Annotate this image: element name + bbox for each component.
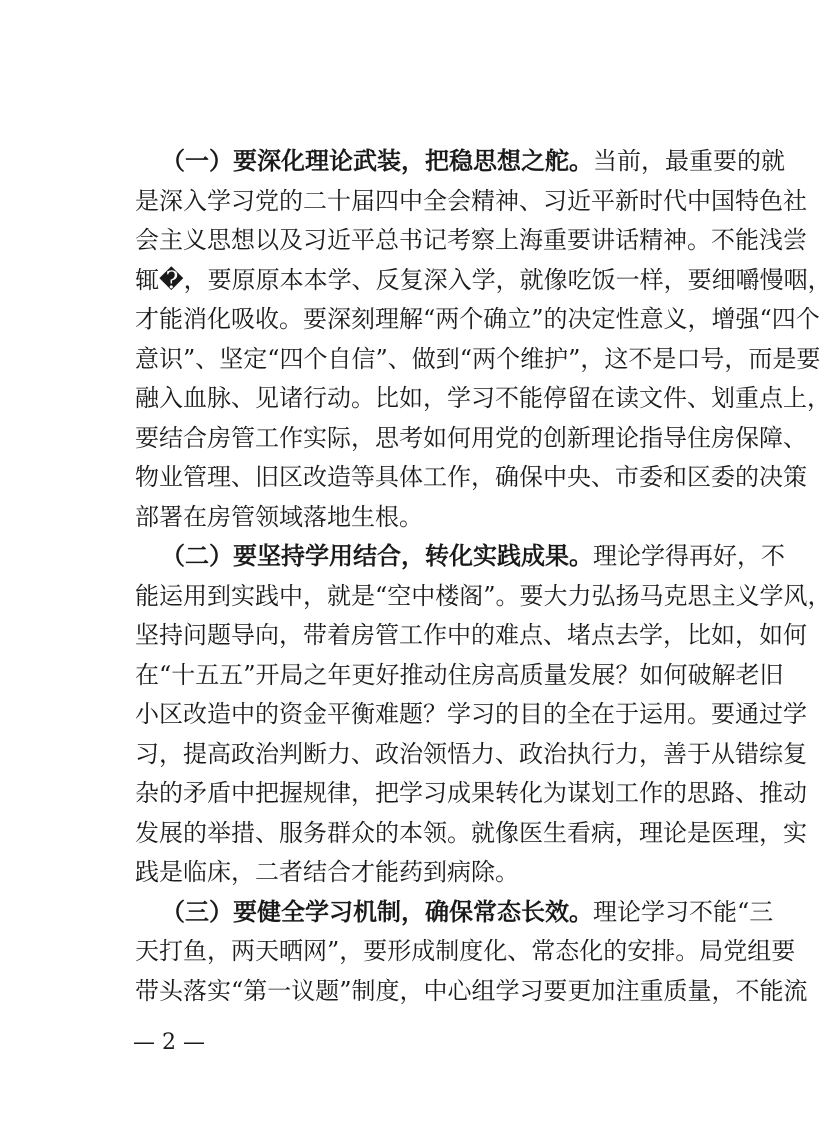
paragraph-1-first-line: （一）要深化理论武装，把稳思想之舵。当前，最重要的就 bbox=[161, 146, 785, 175]
text-line: 物业管理、旧区改造等具体工作，确保中央、市委和区委的决策 bbox=[135, 463, 807, 491]
paragraph-3-first-line: （三）要健全学习机制，确保常态长效。理论学习不能“三 bbox=[161, 897, 774, 926]
text-line: 在“十五五”开局之年更好推动住房高质量发展？如何破解老旧 bbox=[135, 661, 784, 689]
text-line: 带头落实“第一议题”制度，中心组学习要更加注重质量，不能流 bbox=[135, 977, 808, 1005]
paragraph-3-heading: （三）要健全学习机制，确保常态长效。 bbox=[161, 897, 593, 926]
text-line: 才能消化吸收。要深刻理解“两个确立”的决定性意义，增强“四个 bbox=[135, 305, 820, 333]
text-line: 天打鱼，两天晒网”，要形成制度化、常态化的安排。局党组要 bbox=[135, 937, 796, 965]
paragraph-2-heading: （二）要坚持学用结合，转化实践成果。 bbox=[161, 541, 593, 570]
text-line: 意识”、坚定“四个自信”、做到“两个维护”，这不是口号，而是要 bbox=[135, 345, 821, 373]
text-line: 杂的矛盾中把握规律，把学习成果转化为谋划工作的思路、推动 bbox=[135, 779, 807, 807]
text-line: 发展的举措、服务群众的本领。就像医生看病，理论是医理，实 bbox=[135, 819, 807, 847]
text-line: 要结合房管工作实际，思考如何用党的创新理论指导住房保障、 bbox=[135, 424, 807, 452]
text-line: 坚持问题导向，带着房管工作中的难点、堵点去学，比如，如何 bbox=[135, 621, 807, 649]
text-line: 部署在房管领域落地生根。 bbox=[135, 503, 423, 531]
text-line: 践是临床，二者结合才能药到病除。 bbox=[135, 858, 519, 886]
text-line: 习，提高政治判断力、政治领悟力、政治执行力，善于从错综复 bbox=[135, 740, 807, 768]
text-line: 会主义思想以及习近平总书记考察上海重要讲话精神。不能浅尝 bbox=[135, 226, 807, 254]
text-line: 能运用到实践中，就是“空中楼阁”。要大力弘扬马克思主义学风， bbox=[135, 582, 832, 610]
paragraph-2-first-line: （二）要坚持学用结合，转化实践成果。理论学得再好，不 bbox=[161, 541, 785, 570]
page-number: — 2 — bbox=[133, 1030, 205, 1055]
paragraph-1-heading: （一）要深化理论武装，把稳思想之舵。 bbox=[161, 146, 593, 175]
text-line: 融入血脉、见诸行动。比如，学习不能停留在读文件、划重点上， bbox=[135, 384, 831, 412]
text-line: 是深入学习党的二十届四中全会精神、习近平新时代中国特色社 bbox=[135, 187, 807, 215]
text-line: 辄�，要原原本本学、反复深入学，就像吃饭一样，要细嚼慢咽， bbox=[135, 266, 832, 294]
text-line: 小区改造中的资金平衡难题？学习的目的全在于运用。要通过学 bbox=[135, 700, 807, 728]
